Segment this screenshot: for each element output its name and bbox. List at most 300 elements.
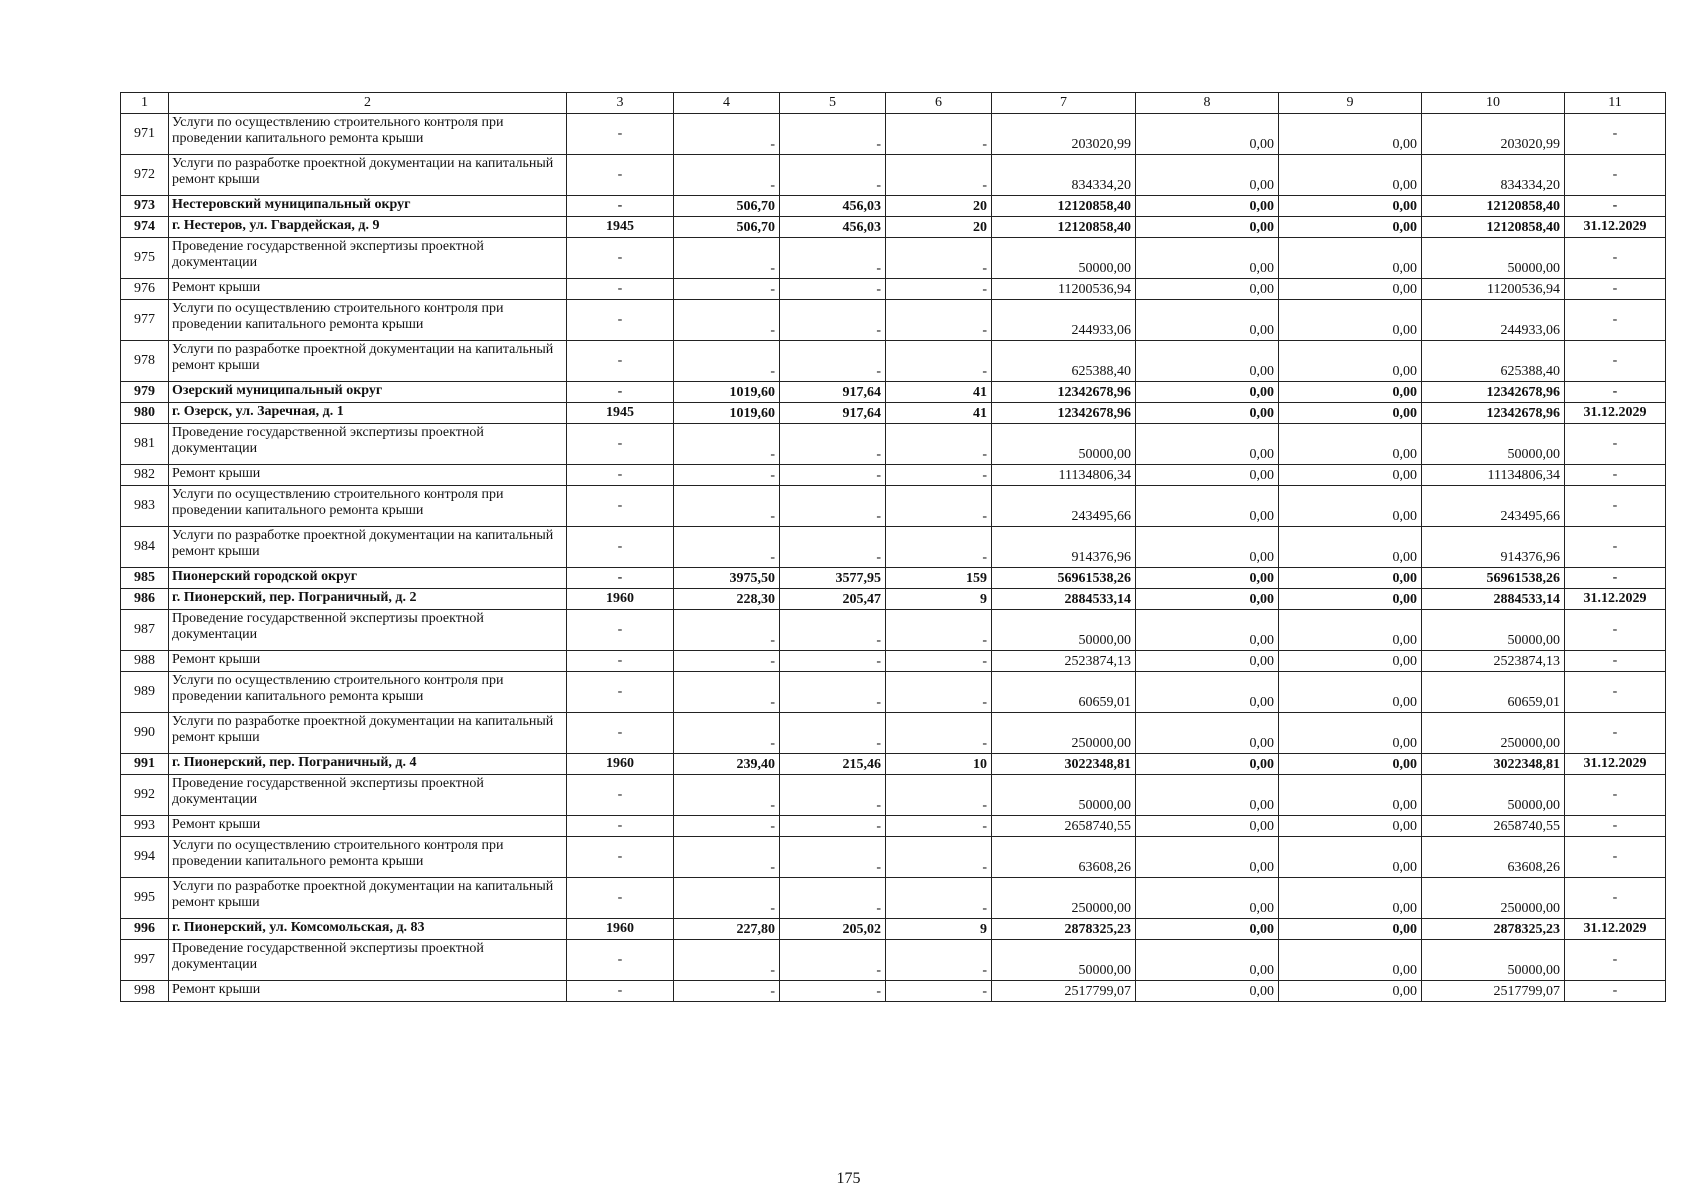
cost-total-cell: 2884533,14 bbox=[992, 589, 1136, 610]
area-total-cell: 506,70 bbox=[674, 196, 780, 217]
area-total-cell: 228,30 bbox=[674, 589, 780, 610]
item-name: Проведение государственной экспертизы проектной документации bbox=[169, 775, 567, 816]
row-number: 979 bbox=[121, 382, 169, 403]
area-total-cell: - bbox=[674, 279, 780, 300]
cost-budget-cell: 0,00 bbox=[1279, 610, 1422, 651]
area-living-cell: - bbox=[780, 981, 886, 1002]
row-number: 984 bbox=[121, 527, 169, 568]
table-row bbox=[121, 238, 1666, 279]
year-cell: - bbox=[567, 878, 674, 919]
deadline-cell: - bbox=[1565, 837, 1666, 878]
residents-cell: 9 bbox=[886, 919, 992, 940]
row-number: 983 bbox=[121, 486, 169, 527]
table-row bbox=[121, 775, 1666, 816]
deadline-cell: - bbox=[1565, 672, 1666, 713]
area-living-cell: - bbox=[780, 610, 886, 651]
cost-total-cell: 2523874,13 bbox=[992, 651, 1136, 672]
cost-budget-cell: 0,00 bbox=[1279, 403, 1422, 424]
row-number: 974 bbox=[121, 217, 169, 238]
item-name: Услуги по осуществлению строительного контроля при проведении капитального ремонта крыши bbox=[169, 300, 567, 341]
item-name: Ремонт крыши bbox=[169, 279, 567, 300]
cost-owners-cell: 2878325,23 bbox=[1422, 919, 1565, 940]
area-living-cell: - bbox=[780, 816, 886, 837]
cost-fund-cell: 0,00 bbox=[1136, 341, 1279, 382]
residents-cell: - bbox=[886, 816, 992, 837]
residents-cell: - bbox=[886, 114, 992, 155]
table-row bbox=[121, 981, 1666, 1002]
row-number: 971 bbox=[121, 114, 169, 155]
cost-total-cell: 63608,26 bbox=[992, 837, 1136, 878]
deadline-cell: - bbox=[1565, 238, 1666, 279]
cost-total-cell: 50000,00 bbox=[992, 775, 1136, 816]
area-living-cell: - bbox=[780, 527, 886, 568]
cost-budget-cell: 0,00 bbox=[1279, 940, 1422, 981]
cost-budget-cell: 0,00 bbox=[1279, 238, 1422, 279]
item-name: г. Пионерский, ул. Комсомольская, д. 83 bbox=[169, 919, 567, 940]
cost-owners-cell: 56961538,26 bbox=[1422, 568, 1565, 589]
cost-total-cell: 12120858,40 bbox=[992, 196, 1136, 217]
cost-budget-cell: 0,00 bbox=[1279, 382, 1422, 403]
cost-budget-cell: 0,00 bbox=[1279, 878, 1422, 919]
year-cell: - bbox=[567, 816, 674, 837]
table-row bbox=[121, 610, 1666, 651]
deadline-cell: - bbox=[1565, 940, 1666, 981]
residents-cell: - bbox=[886, 424, 992, 465]
deadline-cell: - bbox=[1565, 981, 1666, 1002]
area-total-cell: - bbox=[674, 424, 780, 465]
table-row bbox=[121, 114, 1666, 155]
cost-owners-cell: 2884533,14 bbox=[1422, 589, 1565, 610]
cost-fund-cell: 0,00 bbox=[1136, 878, 1279, 919]
cost-budget-cell: 0,00 bbox=[1279, 754, 1422, 775]
table-row bbox=[121, 341, 1666, 382]
area-living-cell: - bbox=[780, 424, 886, 465]
cost-budget-cell: 0,00 bbox=[1279, 919, 1422, 940]
area-total-cell: - bbox=[674, 651, 780, 672]
residents-cell: 159 bbox=[886, 568, 992, 589]
deadline-cell: 31.12.2029 bbox=[1565, 754, 1666, 775]
cost-budget-cell: 0,00 bbox=[1279, 114, 1422, 155]
residents-cell: - bbox=[886, 238, 992, 279]
item-name: Услуги по разработке проектной документации на капитальный ремонт крыши bbox=[169, 155, 567, 196]
year-cell: 1945 bbox=[567, 403, 674, 424]
deadline-cell: - bbox=[1565, 486, 1666, 527]
cost-budget-cell: 0,00 bbox=[1279, 217, 1422, 238]
row-number: 980 bbox=[121, 403, 169, 424]
item-name: Пионерский городской округ bbox=[169, 568, 567, 589]
cost-total-cell: 243495,66 bbox=[992, 486, 1136, 527]
residents-cell: - bbox=[886, 610, 992, 651]
table-row bbox=[121, 279, 1666, 300]
cost-budget-cell: 0,00 bbox=[1279, 775, 1422, 816]
item-name: Услуги по осуществлению строительного контроля при проведении капитального ремонта крыши bbox=[169, 114, 567, 155]
area-total-cell: 1019,60 bbox=[674, 382, 780, 403]
cost-owners-cell: 203020,99 bbox=[1422, 114, 1565, 155]
cost-fund-cell: 0,00 bbox=[1136, 816, 1279, 837]
cost-fund-cell: 0,00 bbox=[1136, 114, 1279, 155]
deadline-cell: - bbox=[1565, 424, 1666, 465]
cost-fund-cell: 0,00 bbox=[1136, 754, 1279, 775]
item-name: Ремонт крыши bbox=[169, 981, 567, 1002]
cost-total-cell: 250000,00 bbox=[992, 713, 1136, 754]
area-total-cell: - bbox=[674, 341, 780, 382]
residents-cell: - bbox=[886, 713, 992, 754]
table-row bbox=[121, 589, 1666, 610]
cost-budget-cell: 0,00 bbox=[1279, 465, 1422, 486]
cost-total-cell: 50000,00 bbox=[992, 940, 1136, 981]
table-row bbox=[121, 217, 1666, 238]
deadline-cell: - bbox=[1565, 196, 1666, 217]
item-name: Проведение государственной экспертизы проектной документации bbox=[169, 940, 567, 981]
year-cell: - bbox=[567, 279, 674, 300]
column-header: 6 bbox=[886, 93, 992, 114]
cost-fund-cell: 0,00 bbox=[1136, 568, 1279, 589]
area-total-cell: - bbox=[674, 610, 780, 651]
cost-owners-cell: 60659,01 bbox=[1422, 672, 1565, 713]
cost-budget-cell: 0,00 bbox=[1279, 713, 1422, 754]
year-cell: - bbox=[567, 775, 674, 816]
table-row bbox=[121, 651, 1666, 672]
cost-total-cell: 625388,40 bbox=[992, 341, 1136, 382]
residents-cell: - bbox=[886, 527, 992, 568]
deadline-cell: - bbox=[1565, 465, 1666, 486]
table-row bbox=[121, 754, 1666, 775]
item-name: Услуги по разработке проектной документации на капитальный ремонт крыши bbox=[169, 341, 567, 382]
cost-fund-cell: 0,00 bbox=[1136, 981, 1279, 1002]
cost-owners-cell: 12342678,96 bbox=[1422, 403, 1565, 424]
residents-cell: - bbox=[886, 341, 992, 382]
row-number: 998 bbox=[121, 981, 169, 1002]
column-header: 1 bbox=[121, 93, 169, 114]
residents-cell: - bbox=[886, 465, 992, 486]
year-cell: - bbox=[567, 981, 674, 1002]
table-row bbox=[121, 816, 1666, 837]
year-cell: - bbox=[567, 300, 674, 341]
cost-budget-cell: 0,00 bbox=[1279, 341, 1422, 382]
cost-budget-cell: 0,00 bbox=[1279, 837, 1422, 878]
table-row bbox=[121, 403, 1666, 424]
table-row bbox=[121, 878, 1666, 919]
residents-cell: 41 bbox=[886, 382, 992, 403]
row-number: 994 bbox=[121, 837, 169, 878]
year-cell: - bbox=[567, 341, 674, 382]
page-number: 175 bbox=[836, 1170, 861, 1187]
table-row bbox=[121, 672, 1666, 713]
deadline-cell: - bbox=[1565, 816, 1666, 837]
area-total-cell: - bbox=[674, 155, 780, 196]
year-cell: - bbox=[567, 651, 674, 672]
table-row bbox=[121, 155, 1666, 196]
cost-total-cell: 2658740,55 bbox=[992, 816, 1136, 837]
cost-total-cell: 50000,00 bbox=[992, 424, 1136, 465]
year-cell: 1960 bbox=[567, 919, 674, 940]
cost-owners-cell: 12120858,40 bbox=[1422, 196, 1565, 217]
cost-fund-cell: 0,00 bbox=[1136, 155, 1279, 196]
cost-fund-cell: 0,00 bbox=[1136, 424, 1279, 465]
area-living-cell: - bbox=[780, 279, 886, 300]
row-number: 985 bbox=[121, 568, 169, 589]
residents-cell: - bbox=[886, 155, 992, 196]
residents-cell: 41 bbox=[886, 403, 992, 424]
residents-cell: 20 bbox=[886, 196, 992, 217]
table-row bbox=[121, 465, 1666, 486]
row-number: 982 bbox=[121, 465, 169, 486]
item-name: Нестеровский муниципальный округ bbox=[169, 196, 567, 217]
row-number: 992 bbox=[121, 775, 169, 816]
cost-total-cell: 203020,99 bbox=[992, 114, 1136, 155]
cost-owners-cell: 3022348,81 bbox=[1422, 754, 1565, 775]
residents-cell: - bbox=[886, 837, 992, 878]
residents-cell: 9 bbox=[886, 589, 992, 610]
area-total-cell: - bbox=[674, 837, 780, 878]
item-name: г. Нестеров, ул. Гвардейская, д. 9 bbox=[169, 217, 567, 238]
row-number: 978 bbox=[121, 341, 169, 382]
area-total-cell: 506,70 bbox=[674, 217, 780, 238]
column-header: 11 bbox=[1565, 93, 1666, 114]
deadline-cell: 31.12.2029 bbox=[1565, 217, 1666, 238]
item-name: г. Озерск, ул. Заречная, д. 1 bbox=[169, 403, 567, 424]
row-number: 988 bbox=[121, 651, 169, 672]
year-cell: - bbox=[567, 238, 674, 279]
residents-cell: 20 bbox=[886, 217, 992, 238]
table-row bbox=[121, 919, 1666, 940]
year-cell: - bbox=[567, 486, 674, 527]
area-living-cell: - bbox=[780, 114, 886, 155]
item-name: Услуги по осуществлению строительного контроля при проведении капитального ремонта крыши bbox=[169, 837, 567, 878]
table-row bbox=[121, 196, 1666, 217]
cost-total-cell: 50000,00 bbox=[992, 610, 1136, 651]
cost-budget-cell: 0,00 bbox=[1279, 651, 1422, 672]
area-living-cell: - bbox=[780, 878, 886, 919]
area-total-cell: - bbox=[674, 775, 780, 816]
cost-total-cell: 2878325,23 bbox=[992, 919, 1136, 940]
row-number: 986 bbox=[121, 589, 169, 610]
row-number: 987 bbox=[121, 610, 169, 651]
item-name: Услуги по разработке проектной документации на капитальный ремонт крыши bbox=[169, 878, 567, 919]
deadline-cell: 31.12.2029 bbox=[1565, 589, 1666, 610]
deadline-cell: - bbox=[1565, 568, 1666, 589]
residents-cell: - bbox=[886, 486, 992, 527]
area-total-cell: - bbox=[674, 816, 780, 837]
cost-total-cell: 11200536,94 bbox=[992, 279, 1136, 300]
cost-owners-cell: 625388,40 bbox=[1422, 341, 1565, 382]
cost-budget-cell: 0,00 bbox=[1279, 300, 1422, 341]
item-name: Проведение государственной экспертизы проектной документации bbox=[169, 610, 567, 651]
cost-fund-cell: 0,00 bbox=[1136, 196, 1279, 217]
deadline-cell: - bbox=[1565, 155, 1666, 196]
area-living-cell: - bbox=[780, 672, 886, 713]
area-total-cell: 239,40 bbox=[674, 754, 780, 775]
cost-total-cell: 56961538,26 bbox=[992, 568, 1136, 589]
item-name: Ремонт крыши bbox=[169, 816, 567, 837]
row-number: 973 bbox=[121, 196, 169, 217]
table-row bbox=[121, 382, 1666, 403]
item-name: Озерский муниципальный округ bbox=[169, 382, 567, 403]
table-row bbox=[121, 527, 1666, 568]
area-living-cell: - bbox=[780, 155, 886, 196]
year-cell: - bbox=[567, 527, 674, 568]
cost-budget-cell: 0,00 bbox=[1279, 816, 1422, 837]
item-name: Услуги по разработке проектной документации на капитальный ремонт крыши bbox=[169, 527, 567, 568]
deadline-cell: - bbox=[1565, 114, 1666, 155]
cost-fund-cell: 0,00 bbox=[1136, 837, 1279, 878]
cost-owners-cell: 11200536,94 bbox=[1422, 279, 1565, 300]
cost-owners-cell: 63608,26 bbox=[1422, 837, 1565, 878]
row-number: 976 bbox=[121, 279, 169, 300]
item-name: Ремонт крыши bbox=[169, 651, 567, 672]
residents-cell: - bbox=[886, 878, 992, 919]
cost-owners-cell: 914376,96 bbox=[1422, 527, 1565, 568]
year-cell: - bbox=[567, 465, 674, 486]
area-total-cell: 1019,60 bbox=[674, 403, 780, 424]
area-living-cell: - bbox=[780, 713, 886, 754]
year-cell: - bbox=[567, 424, 674, 465]
cost-fund-cell: 0,00 bbox=[1136, 217, 1279, 238]
table-row bbox=[121, 837, 1666, 878]
cost-total-cell: 3022348,81 bbox=[992, 754, 1136, 775]
cost-owners-cell: 12342678,96 bbox=[1422, 382, 1565, 403]
deadline-cell: 31.12.2029 bbox=[1565, 919, 1666, 940]
cost-fund-cell: 0,00 bbox=[1136, 775, 1279, 816]
cost-owners-cell: 244933,06 bbox=[1422, 300, 1565, 341]
area-total-cell: - bbox=[674, 486, 780, 527]
residents-cell: - bbox=[886, 672, 992, 713]
year-cell: - bbox=[567, 672, 674, 713]
row-number: 989 bbox=[121, 672, 169, 713]
area-living-cell: 205,47 bbox=[780, 589, 886, 610]
deadline-cell: 31.12.2029 bbox=[1565, 403, 1666, 424]
cost-owners-cell: 2517799,07 bbox=[1422, 981, 1565, 1002]
year-cell: - bbox=[567, 196, 674, 217]
year-cell: - bbox=[567, 155, 674, 196]
year-cell: 1960 bbox=[567, 754, 674, 775]
cost-owners-cell: 50000,00 bbox=[1422, 940, 1565, 981]
area-living-cell: 917,64 bbox=[780, 382, 886, 403]
area-living-cell: 205,02 bbox=[780, 919, 886, 940]
cost-budget-cell: 0,00 bbox=[1279, 672, 1422, 713]
cost-fund-cell: 0,00 bbox=[1136, 610, 1279, 651]
item-name: Услуги по осуществлению строительного контроля при проведении капитального ремонта крыши bbox=[169, 672, 567, 713]
row-number: 993 bbox=[121, 816, 169, 837]
area-living-cell: - bbox=[780, 300, 886, 341]
row-number: 991 bbox=[121, 754, 169, 775]
data-table bbox=[120, 92, 1666, 1002]
area-living-cell: - bbox=[780, 238, 886, 279]
cost-total-cell: 11134806,34 bbox=[992, 465, 1136, 486]
cost-owners-cell: 243495,66 bbox=[1422, 486, 1565, 527]
cost-budget-cell: 0,00 bbox=[1279, 155, 1422, 196]
table-row bbox=[121, 486, 1666, 527]
row-number: 995 bbox=[121, 878, 169, 919]
cost-fund-cell: 0,00 bbox=[1136, 940, 1279, 981]
area-total-cell: 3975,50 bbox=[674, 568, 780, 589]
cost-owners-cell: 834334,20 bbox=[1422, 155, 1565, 196]
cost-total-cell: 12342678,96 bbox=[992, 382, 1136, 403]
area-living-cell: - bbox=[780, 940, 886, 981]
cost-owners-cell: 250000,00 bbox=[1422, 878, 1565, 919]
year-cell: - bbox=[567, 114, 674, 155]
cost-fund-cell: 0,00 bbox=[1136, 465, 1279, 486]
area-total-cell: - bbox=[674, 940, 780, 981]
cost-fund-cell: 0,00 bbox=[1136, 713, 1279, 754]
row-number: 990 bbox=[121, 713, 169, 754]
row-number: 981 bbox=[121, 424, 169, 465]
cost-total-cell: 834334,20 bbox=[992, 155, 1136, 196]
document-page bbox=[120, 92, 1665, 1002]
cost-owners-cell: 2523874,13 bbox=[1422, 651, 1565, 672]
cost-fund-cell: 0,00 bbox=[1136, 919, 1279, 940]
cost-fund-cell: 0,00 bbox=[1136, 238, 1279, 279]
cost-owners-cell: 50000,00 bbox=[1422, 775, 1565, 816]
year-cell: 1960 bbox=[567, 589, 674, 610]
year-cell: - bbox=[567, 837, 674, 878]
cost-budget-cell: 0,00 bbox=[1279, 981, 1422, 1002]
cost-total-cell: 60659,01 bbox=[992, 672, 1136, 713]
table-row bbox=[121, 568, 1666, 589]
area-total-cell: - bbox=[674, 300, 780, 341]
cost-fund-cell: 0,00 bbox=[1136, 403, 1279, 424]
cost-total-cell: 250000,00 bbox=[992, 878, 1136, 919]
row-number: 997 bbox=[121, 940, 169, 981]
deadline-cell: - bbox=[1565, 713, 1666, 754]
column-header: 10 bbox=[1422, 93, 1565, 114]
cost-owners-cell: 50000,00 bbox=[1422, 238, 1565, 279]
row-number: 975 bbox=[121, 238, 169, 279]
column-number-row bbox=[121, 93, 1666, 114]
cost-owners-cell: 11134806,34 bbox=[1422, 465, 1565, 486]
deadline-cell: - bbox=[1565, 279, 1666, 300]
deadline-cell: - bbox=[1565, 610, 1666, 651]
cost-budget-cell: 0,00 bbox=[1279, 279, 1422, 300]
area-living-cell: 456,03 bbox=[780, 196, 886, 217]
area-living-cell: 215,46 bbox=[780, 754, 886, 775]
year-cell: - bbox=[567, 568, 674, 589]
area-total-cell: - bbox=[674, 114, 780, 155]
item-name: Ремонт крыши bbox=[169, 465, 567, 486]
area-total-cell: - bbox=[674, 527, 780, 568]
deadline-cell: - bbox=[1565, 775, 1666, 816]
item-name: Услуги по осуществлению строительного контроля при проведении капитального ремонта крыши bbox=[169, 486, 567, 527]
column-header: 3 bbox=[567, 93, 674, 114]
year-cell: 1945 bbox=[567, 217, 674, 238]
deadline-cell: - bbox=[1565, 651, 1666, 672]
deadline-cell: - bbox=[1565, 300, 1666, 341]
residents-cell: - bbox=[886, 775, 992, 816]
table-row bbox=[121, 300, 1666, 341]
residents-cell: 10 bbox=[886, 754, 992, 775]
cost-fund-cell: 0,00 bbox=[1136, 672, 1279, 713]
area-total-cell: - bbox=[674, 672, 780, 713]
area-total-cell: - bbox=[674, 981, 780, 1002]
year-cell: - bbox=[567, 713, 674, 754]
table-row bbox=[121, 713, 1666, 754]
area-total-cell: 227,80 bbox=[674, 919, 780, 940]
residents-cell: - bbox=[886, 981, 992, 1002]
area-total-cell: - bbox=[674, 878, 780, 919]
cost-fund-cell: 0,00 bbox=[1136, 382, 1279, 403]
cost-total-cell: 12120858,40 bbox=[992, 217, 1136, 238]
cost-owners-cell: 250000,00 bbox=[1422, 713, 1565, 754]
cost-total-cell: 2517799,07 bbox=[992, 981, 1136, 1002]
row-number: 977 bbox=[121, 300, 169, 341]
cost-total-cell: 914376,96 bbox=[992, 527, 1136, 568]
cost-fund-cell: 0,00 bbox=[1136, 300, 1279, 341]
area-living-cell: 917,64 bbox=[780, 403, 886, 424]
residents-cell: - bbox=[886, 300, 992, 341]
cost-owners-cell: 50000,00 bbox=[1422, 610, 1565, 651]
item-name: Услуги по разработке проектной документации на капитальный ремонт крыши bbox=[169, 713, 567, 754]
year-cell: - bbox=[567, 610, 674, 651]
